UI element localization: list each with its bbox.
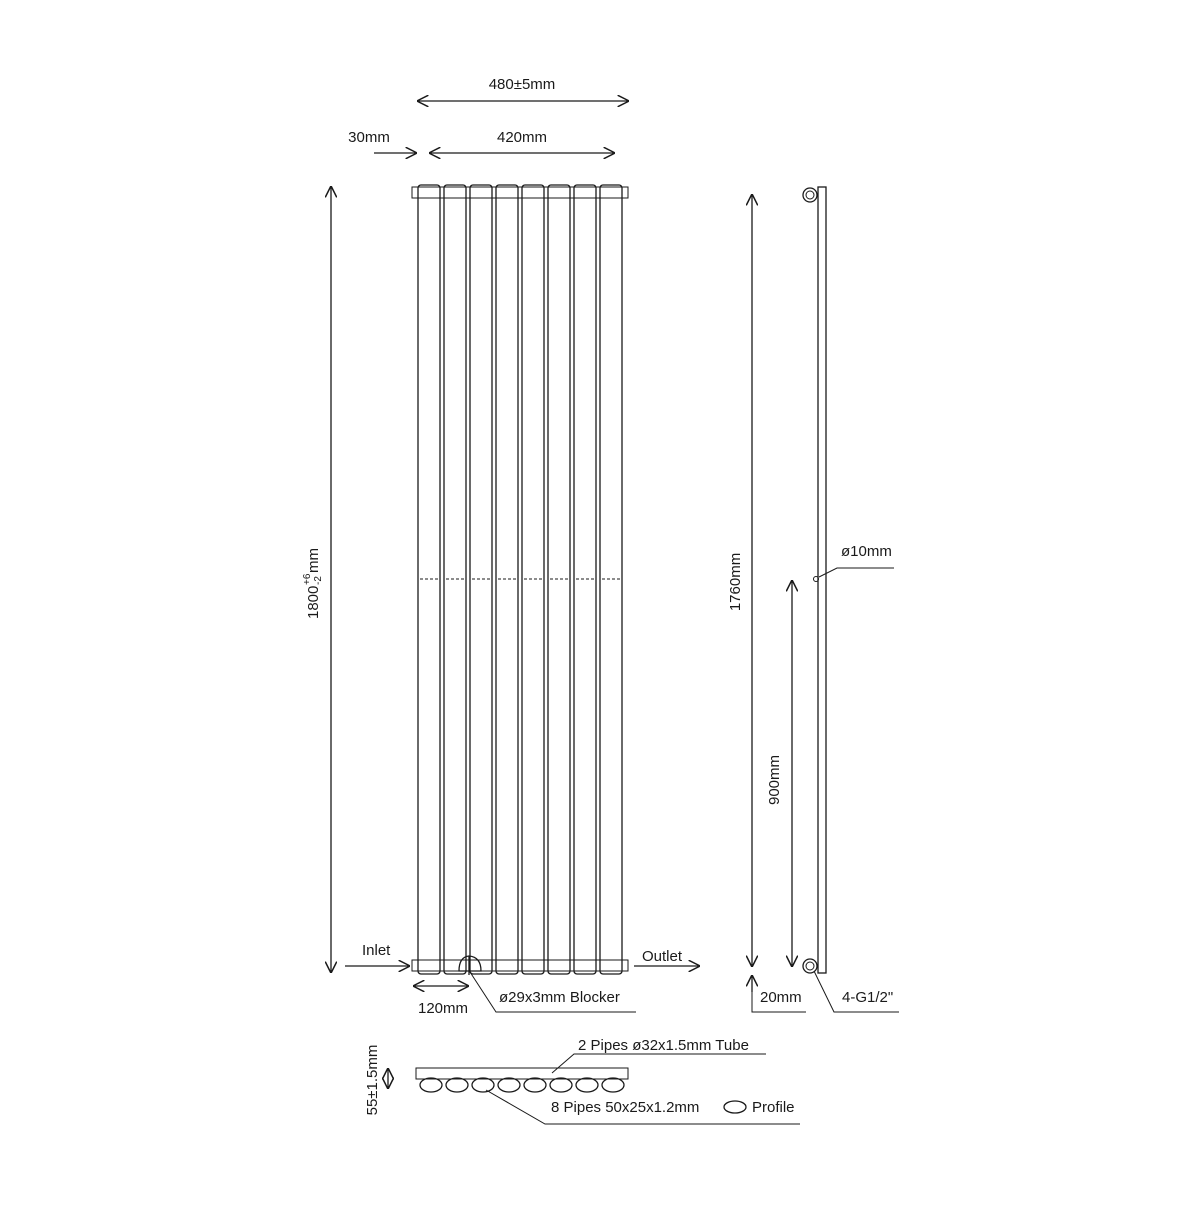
blocker-label: ø29x3mm Blocker bbox=[499, 989, 620, 1006]
tube-leader bbox=[552, 1054, 766, 1073]
bottom-connection-outer bbox=[803, 959, 817, 973]
section-profile-oval bbox=[602, 1078, 624, 1092]
top-connection-inner bbox=[806, 191, 814, 199]
bottom-connection-inner bbox=[806, 962, 814, 970]
top-connection-outer bbox=[803, 188, 817, 202]
height-main: 1800 bbox=[305, 585, 322, 619]
section-profile-oval bbox=[524, 1078, 546, 1092]
total-height-label: 1760mm bbox=[727, 552, 744, 612]
section-profile-oval bbox=[550, 1078, 572, 1092]
wall-gap-label: 20mm bbox=[760, 989, 802, 1006]
front-view bbox=[302, 76, 699, 1017]
section-profile-oval bbox=[446, 1078, 468, 1092]
mid-height-label: 900mm bbox=[766, 754, 783, 806]
section-tube bbox=[416, 1068, 628, 1079]
hole-leader bbox=[819, 568, 894, 577]
connections-label: 4-G1/2" bbox=[842, 989, 894, 1006]
overall-width-label: 480±5mm bbox=[488, 76, 556, 93]
section-profile-oval bbox=[472, 1078, 494, 1092]
inner-width-label: 420mm bbox=[496, 129, 548, 146]
section-profiles bbox=[420, 1078, 624, 1092]
blocker-offset-label: 120mm bbox=[417, 1000, 469, 1017]
height-tol-minus: -2 bbox=[313, 576, 324, 585]
side-profile-bar bbox=[818, 187, 826, 973]
profile-oval-icon bbox=[724, 1101, 746, 1113]
section-view bbox=[364, 1037, 800, 1124]
depth-label: 55±1.5mm bbox=[364, 1044, 381, 1116]
edge-offset-label: 30mm bbox=[348, 129, 390, 146]
overall-height-label bbox=[302, 548, 324, 619]
hole-diameter-label: ø10mm bbox=[841, 543, 892, 560]
outlet-label: Outlet bbox=[642, 948, 683, 965]
side-view bbox=[727, 187, 899, 1012]
section-profile-oval bbox=[498, 1078, 520, 1092]
section-profile-oval bbox=[420, 1078, 442, 1092]
profile-label-suffix: Profile bbox=[752, 1099, 795, 1116]
height-tol-plus: +6 bbox=[302, 573, 313, 585]
height-unit: mm bbox=[305, 548, 322, 573]
section-profile-oval bbox=[576, 1078, 598, 1092]
profile-label-prefix: 8 Pipes 50x25x1.2mm bbox=[551, 1099, 700, 1116]
tube-label: 2 Pipes ø32x1.5mm Tube bbox=[578, 1037, 749, 1054]
inlet-label: Inlet bbox=[362, 942, 391, 959]
